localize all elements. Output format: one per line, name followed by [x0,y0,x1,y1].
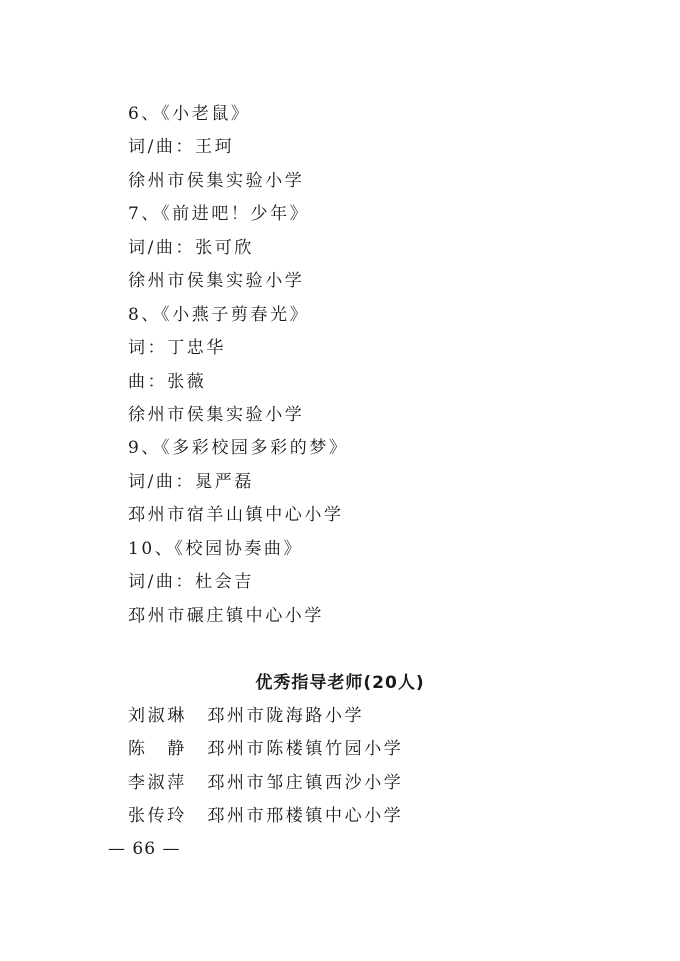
teacher-school: 邳州市陇海路小学 [207,706,365,726]
teacher-school: 邳州市邢楼镇中心小学 [207,806,404,826]
song-school: 徐州市侯集实验小学 [128,171,305,191]
teacher-name: 李淑萍 [128,773,187,793]
teacher-row [128,772,403,794]
section-heading: 优秀指导老师(20人) [255,673,425,693]
teacher-row [128,705,364,727]
page-number: — 66 — [108,839,181,859]
song-title: 10、《校园协奏曲》 [128,539,304,559]
song-credit: 词/曲：张可欣 [128,238,254,258]
teacher-row [128,805,403,827]
song-school: 邳州市碾庄镇中心小学 [128,606,324,626]
teacher-name: 刘淑琳 [128,706,187,726]
song-credit: 曲：张薇 [128,372,207,392]
song-credit: 词/曲：晁严磊 [128,472,254,492]
song-school: 邳州市宿羊山镇中心小学 [128,505,344,525]
teacher-school: 邳州市邹庄镇西沙小学 [207,773,404,793]
teacher-school: 邳州市陈楼镇竹园小学 [207,739,404,759]
song-title: 6、《小老鼠》 [128,104,251,124]
song-credit: 词/曲：王珂 [128,137,235,157]
song-title: 9、《多彩校园多彩的梦》 [128,438,349,458]
teacher-row [128,738,403,760]
song-credit: 词：丁忠华 [128,338,226,358]
song-title: 7、《前进吧！少年》 [128,204,310,224]
teacher-name: 张传玲 [128,806,187,826]
teacher-name: 陈 静 [128,739,187,759]
song-title: 8、《小燕子剪春光》 [128,305,310,325]
song-school: 徐州市侯集实验小学 [128,271,305,291]
song-school: 徐州市侯集实验小学 [128,405,305,425]
song-credit: 词/曲：杜会吉 [128,572,254,592]
